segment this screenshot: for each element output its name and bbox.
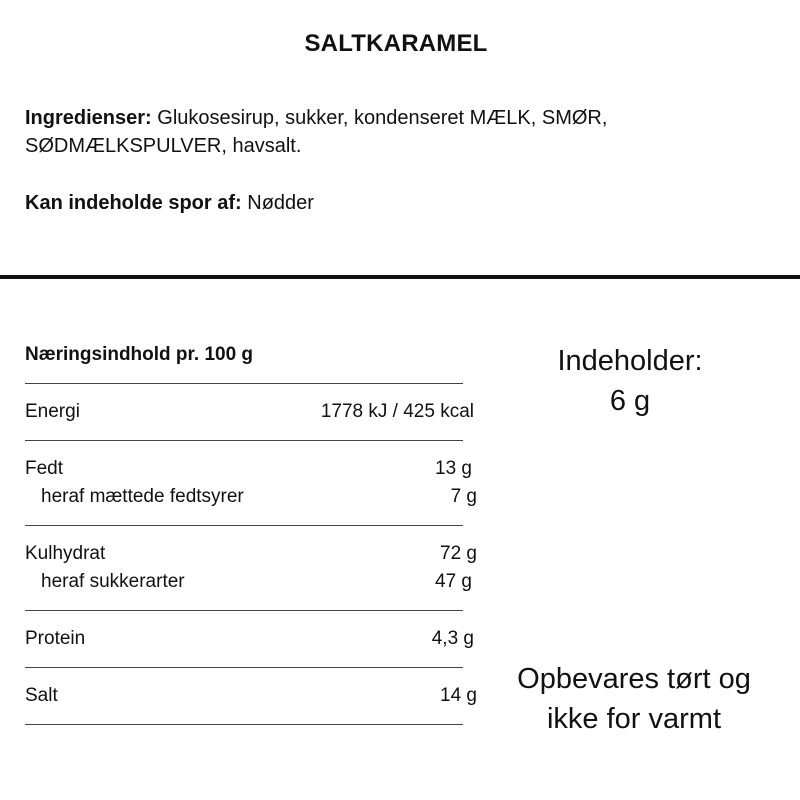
nutrition-label: Fedt [25,458,64,479]
nutrition-value: 72 g [440,543,477,564]
nutrition-value: 47 g [435,571,472,592]
nutrition-label: Energi [25,401,80,422]
storage-instructions [494,659,774,739]
nutrition-label: Protein [25,628,86,649]
nutrition-label: heraf sukkerarter [41,571,185,592]
nutrition-heading: Næringsindhold pr. 100 g [25,344,254,365]
ingredients-text: Glukosesirup, sukker, kondenseret MÆLK, SMØR, SØDMÆLKSPULVER, havsalt. [25,107,608,157]
allergens-section [25,189,314,217]
allergens-text: Nødder [241,192,314,214]
section-divider [0,275,800,279]
storage-line-1: Opbevares tørt og [517,663,751,695]
net-contents [530,341,730,421]
nutrition-label: heraf mættede fedtsyrer [41,486,244,507]
net-contents-label: Indeholder: [557,345,703,377]
nutrition-rule [25,667,463,668]
nutrition-value: 7 g [450,486,477,507]
nutrition-rule [25,525,463,526]
nutrition-value: 14 g [440,685,477,706]
ingredients-label: Ingredienser: [25,107,152,129]
nutrition-value: 4,3 g [431,628,474,649]
nutrition-rule [25,610,463,611]
nutrition-rule [25,440,463,441]
nutrition-rule [25,724,463,725]
nutrition-value: 13 g [435,458,472,479]
storage-line-2: ikke for varmt [546,703,722,735]
nutrition-label: Kulhydrat [25,543,106,564]
nutrition-rule [25,383,463,384]
nutrition-label: Salt [25,685,58,706]
net-contents-value: 6 g [609,385,651,417]
nutrition-value: 1778 kJ / 425 kcal [320,401,474,422]
ingredients-section [25,104,705,160]
allergens-label: Kan indeholde spor af: [25,192,242,214]
product-title: SALTKARAMEL [304,30,488,57]
